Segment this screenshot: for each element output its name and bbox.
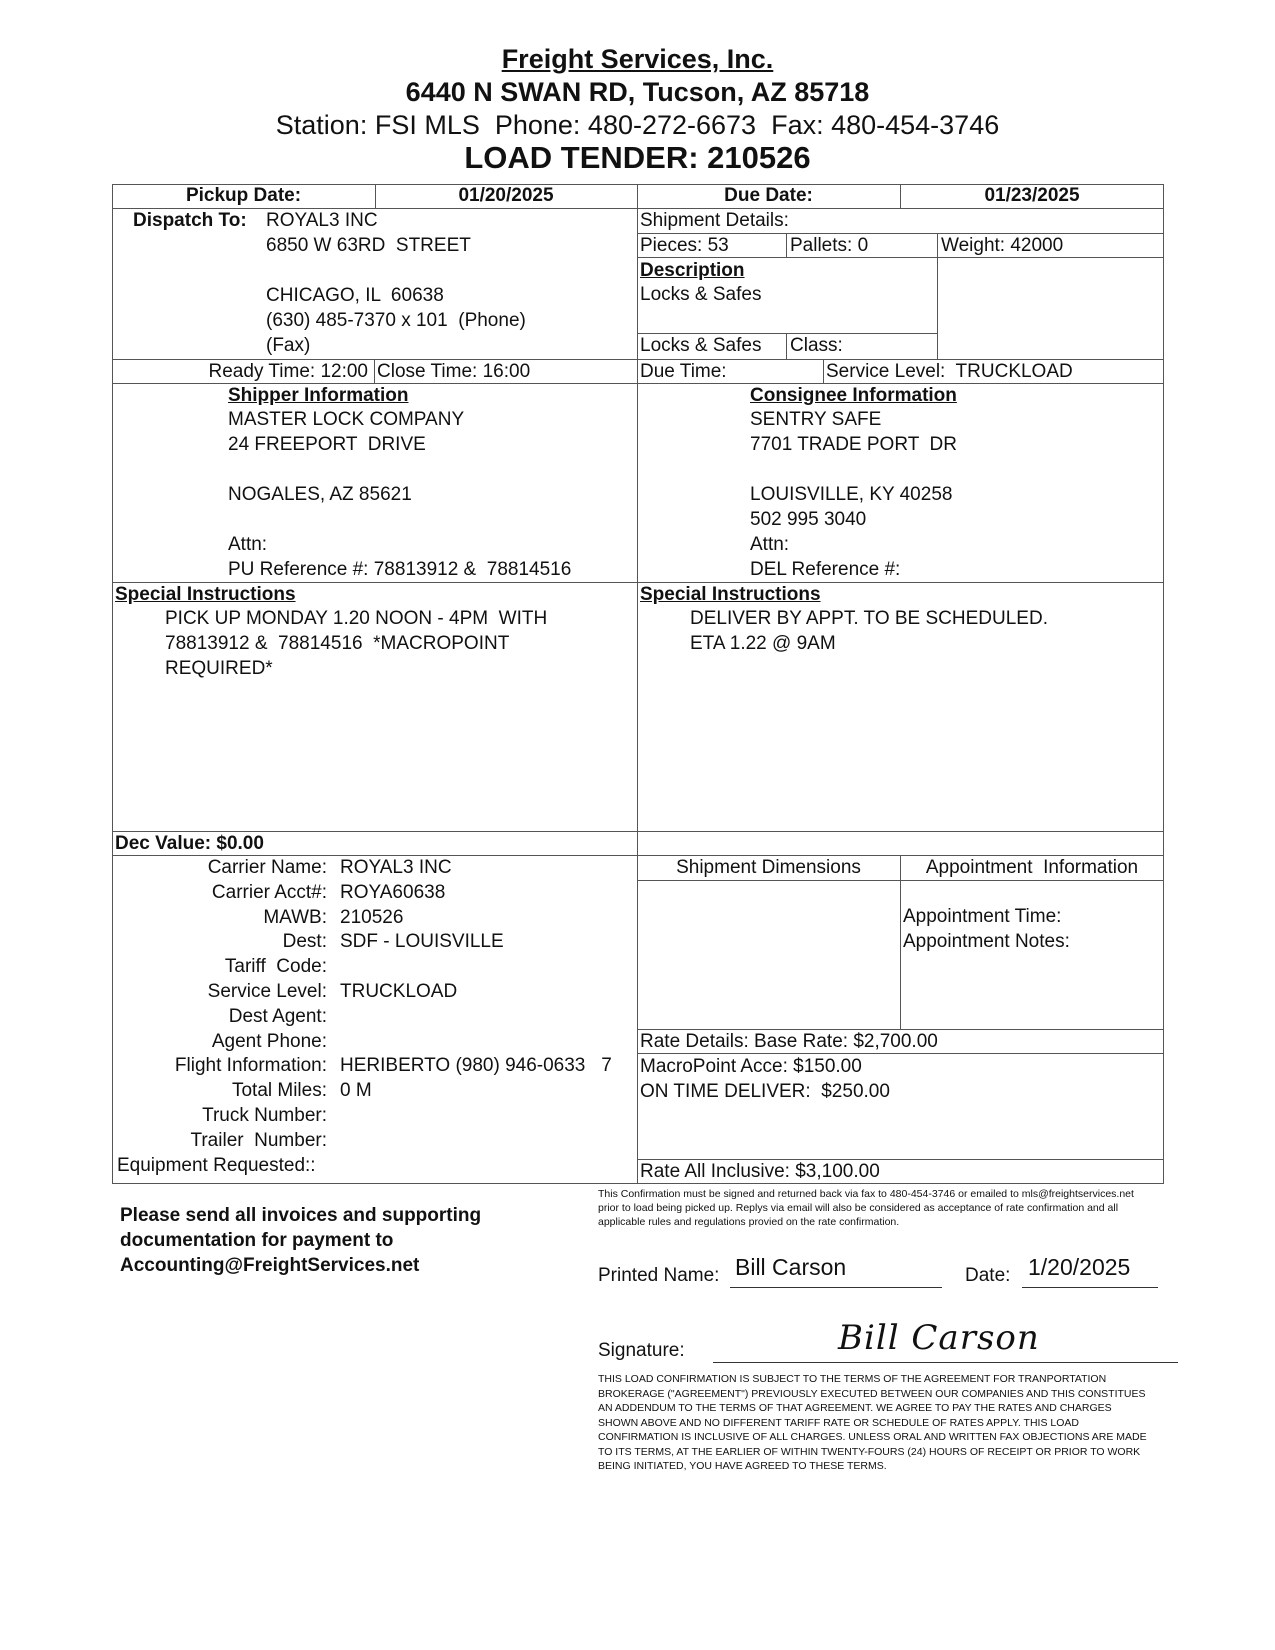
shipper-name: MASTER LOCK COMPANY: [228, 409, 465, 430]
shipper-attn: Attn:: [228, 534, 268, 555]
carrier-field-value: ROYA60638: [340, 882, 446, 903]
row-divider: [112, 359, 1164, 360]
carrier-field-label: Trailer Number:: [190, 1130, 327, 1151]
macropoint-rate: MacroPoint Acce: $150.00: [640, 1056, 862, 1077]
due-time: Due Time:: [640, 361, 727, 382]
appointment-heading: Appointment Information: [925, 857, 1139, 878]
row-divider: [637, 1029, 1164, 1030]
invoice-note-line: Please send all invoices and supporting: [120, 1205, 482, 1226]
signature-label: Signature:: [598, 1340, 685, 1361]
signature-line: [713, 1362, 1178, 1363]
appointment-time: Appointment Time:: [903, 906, 1062, 927]
special-left-line: REQUIRED*: [165, 658, 273, 679]
row-divider: [112, 855, 1164, 856]
ready-time: Ready Time: 12:00: [208, 361, 368, 382]
pickup-date-label: Pickup Date:: [185, 185, 302, 206]
description-heading: Description: [640, 260, 745, 281]
dispatch-fax: (Fax): [266, 335, 311, 356]
cell-divider: [900, 855, 901, 1029]
cell-divider: [786, 233, 787, 257]
dispatch-label: Dispatch To:: [133, 210, 247, 231]
carrier-field-label: Carrier Name:: [207, 857, 327, 878]
on-time-rate: ON TIME DELIVER: $250.00: [640, 1081, 890, 1102]
dispatch-name: ROYAL3 INC: [266, 210, 378, 231]
company-name: Freight Services, Inc.: [501, 44, 774, 74]
carrier-field-value: TRUCKLOAD: [340, 981, 458, 1002]
consignee-city: LOUISVILLE, KY 40258: [750, 484, 953, 505]
special-left-line: PICK UP MONDAY 1.20 NOON - 4PM WITH: [165, 608, 548, 629]
row-divider: [637, 333, 937, 334]
row-divider: [637, 1159, 1164, 1160]
carrier-field-value: SDF - LOUISVILLE: [340, 931, 504, 952]
shipper-reference: PU Reference #: 78813912 & 78814516: [228, 559, 572, 580]
due-date-label: Due Date:: [724, 185, 813, 206]
shipment-dimensions-heading: Shipment Dimensions: [676, 857, 861, 878]
special-right-line: DELIVER BY APPT. TO BE SCHEDULED.: [690, 608, 1048, 629]
carrier-field-value: 210526: [340, 907, 404, 928]
service-level-top: Service Level: TRUCKLOAD: [826, 361, 1073, 382]
carrier-field-label: Dest Agent:: [228, 1006, 327, 1027]
date-value[interactable]: 1/20/2025: [1028, 1254, 1131, 1280]
carrier-field-label: Total Miles:: [231, 1080, 327, 1101]
consignee-attn: Attn:: [750, 534, 790, 555]
row-divider: [112, 831, 1164, 832]
printed-name-label: Printed Name:: [598, 1265, 720, 1286]
date-label: Date:: [965, 1265, 1011, 1286]
dispatch-city: CHICAGO, IL 60638: [266, 285, 444, 306]
dispatch-phone: (630) 485-7370 x 101 (Phone): [266, 310, 526, 331]
special-right-line: ETA 1.22 @ 9AM: [690, 633, 836, 654]
signature[interactable]: Bill Carson: [838, 1318, 1040, 1358]
shipper-street: 24 FREEPORT DRIVE: [228, 434, 426, 455]
consignee-name: SENTRY SAFE: [750, 409, 882, 430]
printed-name-value[interactable]: Bill Carson: [735, 1254, 847, 1280]
shipment-details-label: Shipment Details:: [640, 210, 789, 231]
consignee-street: 7701 TRADE PORT DR: [750, 434, 957, 455]
row-divider: [637, 1053, 1164, 1054]
pickup-date-value: 01/20/2025: [458, 185, 554, 206]
weight: Weight: 42000: [941, 235, 1064, 256]
cell-divider: [374, 359, 375, 383]
description-value: Locks & Safes: [640, 284, 762, 305]
date-line: [1022, 1287, 1158, 1288]
description-bottom: Locks & Safes: [640, 335, 762, 356]
cell-divider: [786, 333, 787, 359]
special-left-line: 78813912 & 78814516 *MACROPOINT: [165, 633, 510, 654]
row-divider: [637, 233, 1164, 234]
carrier-field-label: Equipment Requested::: [117, 1155, 316, 1176]
row-divider: [112, 582, 1164, 583]
carrier-field-label: Service Level:: [207, 981, 327, 1002]
invoice-email: Accounting@FreightServices.net: [120, 1255, 420, 1276]
close-time: Close Time: 16:00: [377, 361, 531, 382]
carrier-field-value: ROYAL3 INC: [340, 857, 452, 878]
special-instructions-left-heading: Special Instructions: [115, 584, 296, 605]
carrier-field-label: Flight Information:: [174, 1055, 327, 1076]
pallets: Pallets: 0: [790, 235, 869, 256]
carrier-field-label: Carrier Acct#:: [211, 882, 327, 903]
dec-value: Dec Value: $0.00: [115, 833, 264, 854]
carrier-field-value: 0 M: [340, 1080, 372, 1101]
consignee-reference: DEL Reference #:: [750, 559, 901, 580]
carrier-field-label: MAWB:: [263, 907, 327, 928]
consignee-phone: 502 995 3040: [750, 509, 867, 530]
terms-text: THIS LOAD CONFIRMATION IS SUBJECT TO THE TERMS OF THE AGREEMENT FOR TRANPORTATION BROKERAGE ("AGREEMENT") PREVIOUSLY EXECUTED BETWEEN OUR COMPANIES AND THIS CONSTITUES AN ADDENDUM TO THE TERMS OF THAT AGREEMENT. WE AGREE TO PAY THE RATES AND CHARGES SHOWN ABOVE AND NO DIFFERENT TARIFF RATE OR SCHEDULE OF RATES APPLY. THIS LOAD CONFIRMATION IS INCLUSIVE OF ALL CHARGES. UNLESS ORAL AND WRITTEN FAX OBJECTIONS ARE MADE TO ITS TERMS, AT THE EARLIER OF WITHIN TWENTY-FOURS (24) HOURS OF RECEIPT OR PRIOR TO WORK BEING INITIATED, YOU HAVE AGREED TO THESE TERMS.: [598, 1373, 1147, 1472]
station-line: Station: FSI MLS Phone: 480-272-6673 Fax: 480-454-3746: [275, 110, 1000, 140]
class-label: Class:: [790, 335, 843, 356]
cell-divider: [823, 359, 824, 383]
shipper-heading: Shipper Information: [228, 385, 409, 406]
row-divider: [112, 383, 1164, 384]
dispatch-street: 6850 W 63RD STREET: [266, 235, 471, 256]
appointment-notes: Appointment Notes:: [903, 931, 1070, 952]
invoice-note-line: documentation for payment to: [120, 1230, 394, 1251]
cell-divider: [937, 233, 938, 359]
carrier-field-label: Agent Phone:: [211, 1031, 327, 1052]
carrier-field-label: Truck Number:: [202, 1105, 327, 1126]
shipper-city: NOGALES, AZ 85621: [228, 484, 412, 505]
all-inclusive-rate: Rate All Inclusive: $3,100.00: [640, 1161, 880, 1182]
consignee-heading: Consignee Information: [750, 385, 957, 406]
due-date-value: 01/23/2025: [984, 185, 1080, 206]
printed-name-line: [730, 1287, 942, 1288]
page-title: LOAD TENDER: 210526: [464, 140, 811, 175]
row-divider: [637, 257, 1164, 258]
confirmation-note: This Confirmation must be signed and returned back via fax to 480-454-3746 or emailed to mls@freightservices.net prior to load being picked up. Replys via email will also be considered as acceptance of rate confirmation and all applicable rules and regulations provied on the rate confirmation.: [598, 1188, 1134, 1228]
row-divider: [637, 880, 1164, 881]
carrier-field-label: Tariff Code:: [224, 956, 327, 977]
center-divider: [637, 184, 638, 1184]
pieces: Pieces: 53: [640, 235, 729, 256]
row-divider: [112, 208, 1164, 209]
carrier-field-value: HERIBERTO (980) 946-0633 7: [340, 1055, 612, 1076]
company-address: 6440 N SWAN RD, Tucson, AZ 85718: [405, 77, 870, 107]
special-instructions-right-heading: Special Instructions: [640, 584, 821, 605]
base-rate: Rate Details: Base Rate: $2,700.00: [640, 1031, 938, 1052]
carrier-field-label: Dest:: [282, 931, 327, 952]
